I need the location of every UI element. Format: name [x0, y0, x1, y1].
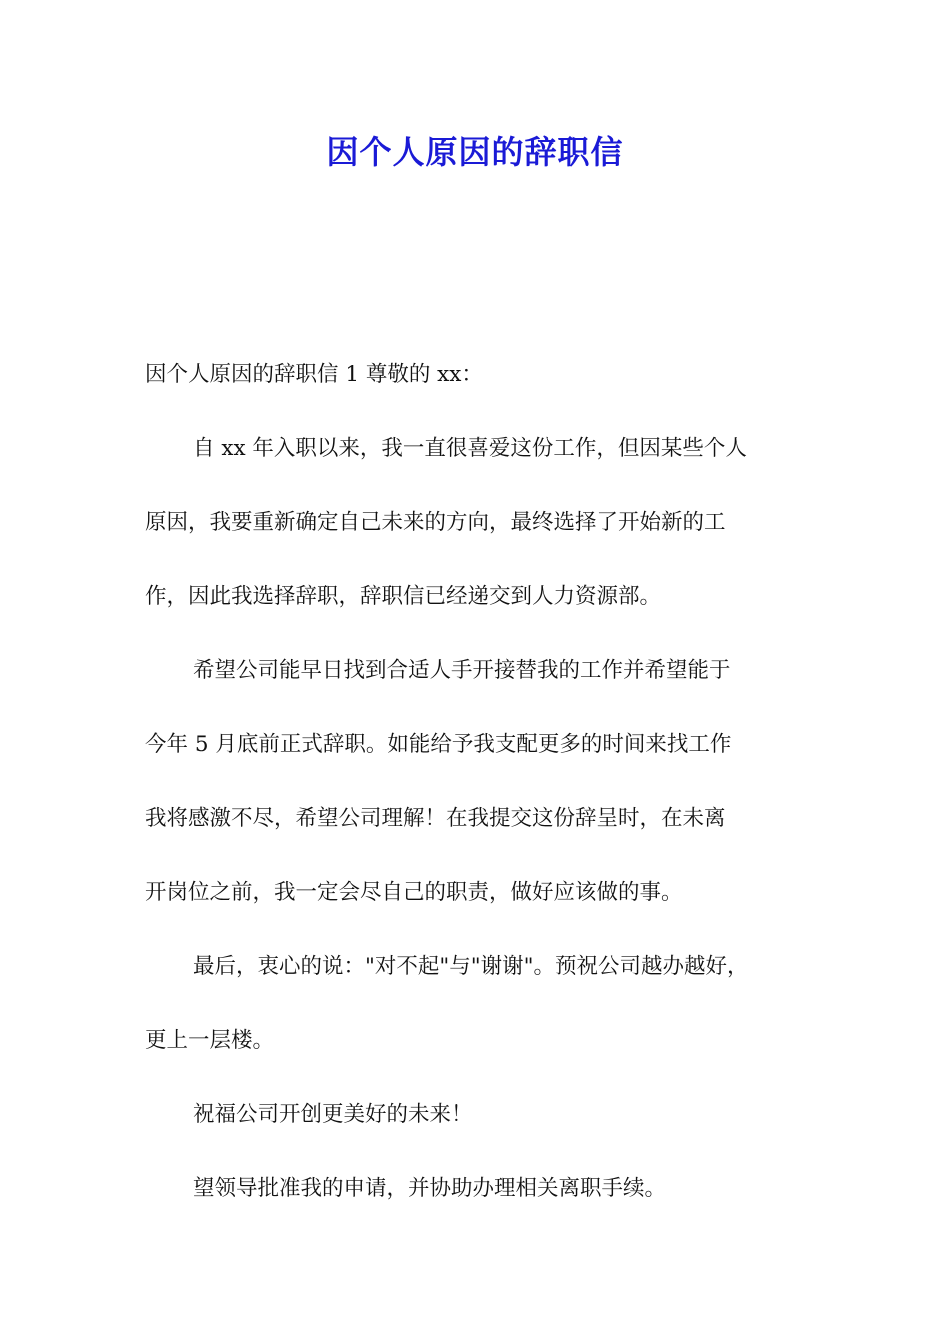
- paragraph-4-line-1: 祝福公司开创更美好的未来！: [193, 1102, 473, 1127]
- paragraph-5-line-1: 望领导批准我的申请，并协助办理相关离职手续。: [193, 1176, 667, 1201]
- paragraph-2-line-1: 希望公司能早日找到合适人手开接替我的工作并希望能于: [193, 658, 731, 683]
- salutation-line: 因个人原因的辞职信 1 尊敬的 xx：: [145, 362, 483, 387]
- paragraph-3-line-1: 最后，衷心的说："对不起"与"谢谢"。预祝公司越办越好，: [193, 954, 749, 979]
- paragraph-2-line-3: 我将感激不尽，希望公司理解！在我提交这份辞呈时，在未离: [145, 806, 726, 831]
- paragraph-1-line-3: 作，因此我选择辞职，辞职信已经递交到人力资源部。: [145, 584, 662, 609]
- letter-body: [145, 338, 835, 1226]
- paragraph-1-line-2: 原因，我要重新确定自己未来的方向，最终选择了开始新的工: [145, 510, 726, 535]
- paragraph-3-line-2: 更上一层楼。: [145, 1028, 275, 1053]
- paragraph-2-line-2: 今年 5 月底前正式辞职。如能给予我支配更多的时间来找工作: [145, 732, 732, 757]
- paragraph-2-line-4: 开岗位之前，我一定会尽自己的职责，做好应该做的事。: [145, 880, 683, 905]
- document-title: 因个人原因的辞职信: [326, 133, 624, 171]
- paragraph-1-line-1: 自 xx 年入职以来，我一直很喜爱这份工作，但因某些个人: [193, 436, 747, 461]
